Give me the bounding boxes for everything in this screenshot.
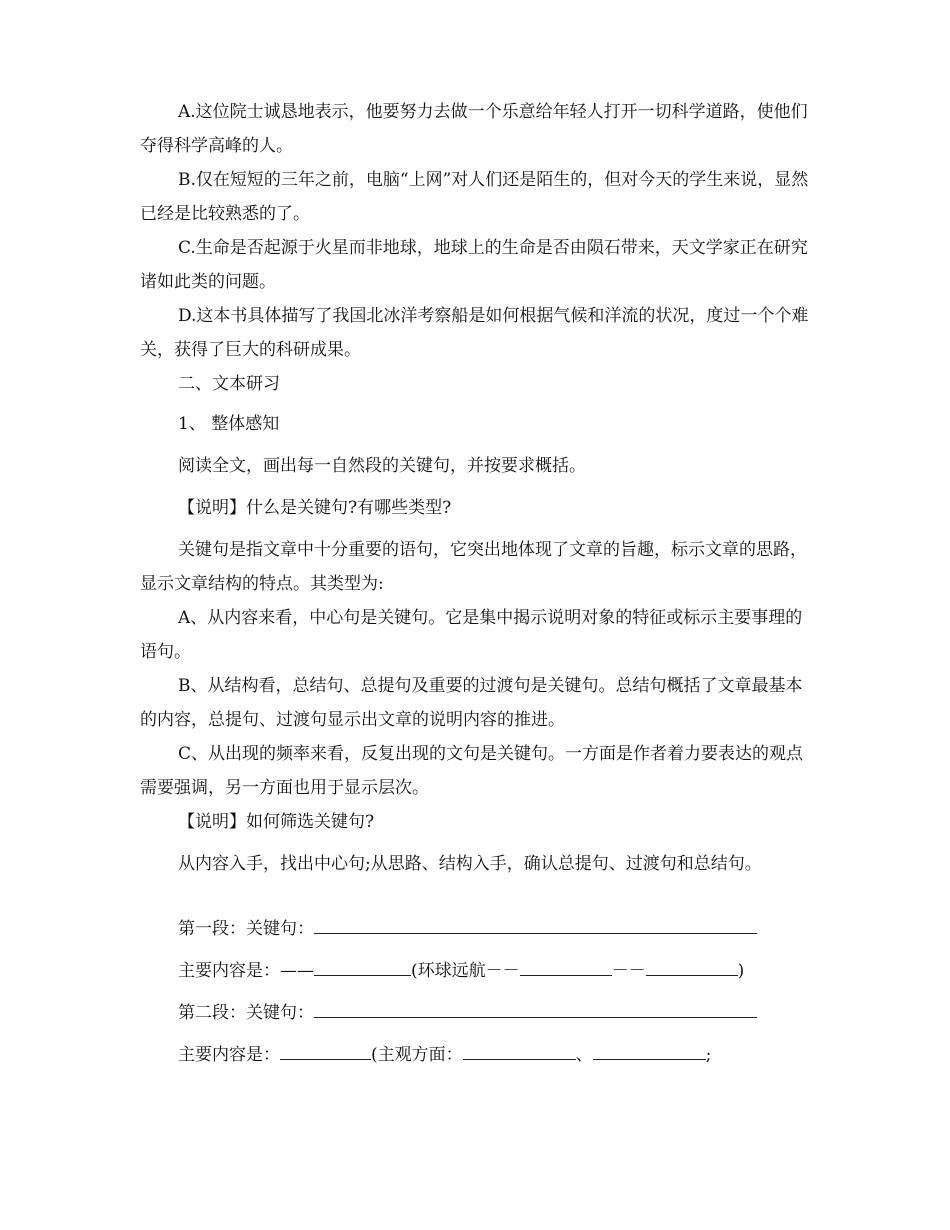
method-paragraph: 从内容入手，找出中心句;从思路、结构入手，确认总提句、过渡句和总结句。 <box>178 854 762 874</box>
main-content-label-2: 主要内容是： <box>178 1045 280 1065</box>
dash-mid: －－ <box>611 961 646 981</box>
note-question-2: 【说明】如何筛选关键句? <box>178 812 375 832</box>
para1-label: 第一段：关键句： <box>178 919 314 939</box>
travel-blank-2[interactable] <box>646 957 738 976</box>
subsection-heading: 1、 整体感知 <box>178 414 280 434</box>
travel-open: (环球远航－－ <box>411 961 520 981</box>
section-heading: 二、文本研习 <box>178 374 280 394</box>
para2-key-sentence-blank[interactable] <box>314 999 757 1018</box>
main-content-blank[interactable] <box>314 957 411 976</box>
exercise-line-1 <box>178 915 757 941</box>
main-content-blank-2[interactable] <box>280 1041 371 1060</box>
option-d-paragraph: D.这本书具体描写了我国北冰洋考察船是如何根据气候和洋流的状况，度过一个个难关，获得了巨大的科研成果。 <box>140 306 809 360</box>
exercise-line-4 <box>178 1041 711 1067</box>
option-b-paragraph: B.仅在短短的三年之前，电脑“上网”对人们还是陌生的，但对今天的学生来说，显然已经是比较熟悉的了。 <box>140 170 809 224</box>
instruction-text: 阅读全文，画出每一自然段的关键句，并按要求概括。 <box>178 456 586 476</box>
note-question-1: 【说明】什么是关键句?有哪些类型? <box>178 498 452 518</box>
subjective-blank-2[interactable] <box>593 1041 706 1060</box>
para1-key-sentence-blank[interactable] <box>314 915 757 934</box>
type-c-paragraph: C、从出现的频率来看，反复出现的文句是关键句。一方面是作者着力要表达的观点需要强调，另一方面也用于显示层次。 <box>140 744 804 798</box>
subjective-open: (主观方面： <box>371 1045 463 1065</box>
option-a-paragraph: A.这位院士诚恳地表示，他要努力去做一个乐意给年轻人打开一切科学道路，使他们夺得科学高峰的人。 <box>140 102 808 156</box>
exercise-line-2 <box>178 957 744 983</box>
comma-separator: 、 <box>575 1045 593 1065</box>
subjective-blank-1[interactable] <box>463 1041 576 1060</box>
type-b-paragraph: B、从结构看，总结句、总提句及重要的过渡句是关键句。总结句概括了文章最基本的内容，总提句、过渡句显示出文章的说明内容的推进。 <box>140 676 803 730</box>
travel-blank-1[interactable] <box>520 957 612 976</box>
exercise-line-3 <box>178 999 757 1025</box>
definition-paragraph: 关键句是指文章中十分重要的语句，它突出地体现了文章的旨趣，标示文章的思路，显示文章结构的特点。其类型为: <box>140 540 807 594</box>
dash-prefix: —— <box>280 961 314 981</box>
semicolon: ; <box>705 1045 712 1065</box>
main-content-label: 主要内容是： <box>178 961 280 981</box>
type-a-paragraph: A、从内容来看，中心句是关键句。它是集中揭示说明对象的特征或标示主要事理的语句。 <box>140 608 803 662</box>
option-c-paragraph: C.生命是否起源于火星而非地球，地球上的生命是否由陨石带来，天文学家正在研究诸如此类的问题。 <box>140 238 808 292</box>
close-paren: ) <box>737 961 745 981</box>
para2-label: 第二段：关键句： <box>178 1003 314 1023</box>
